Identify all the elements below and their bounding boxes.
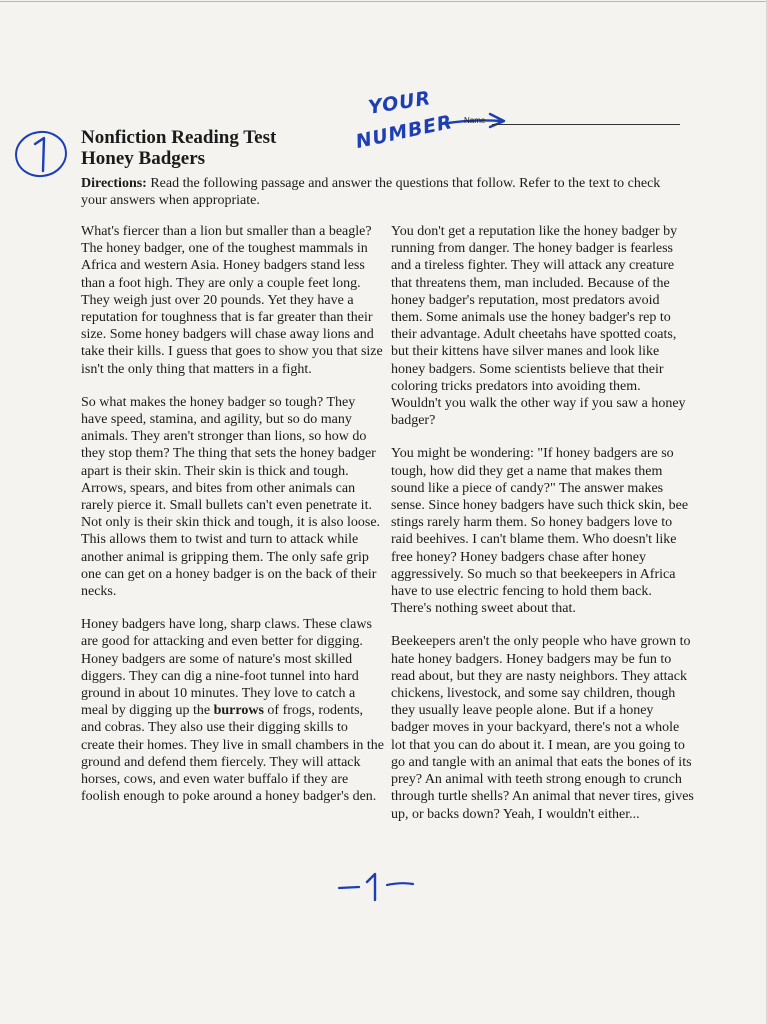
passage-right-column: [391, 223, 694, 839]
passage-title: Honey Badgers: [81, 148, 206, 169]
handwritten-your: YOUR: [366, 87, 433, 119]
paragraph-3-end: of frogs, rodents, and cobras. They also use their digging skills to create their homes. They live in small chambers in the ground and defend them fiercely. They will attack horses, cows, and even water buffalo if they are foolish enough to poke around a honey badger's den.: [81, 703, 384, 805]
title-block: [81, 127, 276, 169]
directions: [81, 175, 681, 209]
test-title: Nonfiction Reading Test: [81, 127, 277, 148]
passage-paragraph-5: You might be wondering: "If honey badgers are so tough, how did they get a name that makes them sound like a piece of candy?" The answer makes sense. Since honey badgers have such thick skin, bee stings rarely harm them. So honey badgers love to raid beehives. I can't blame them. Who doesn't like free honey? Honey badgers chase after honey aggressively. So much so that beekeepers in Africa have to use electric fencing to hold them back. There's nothing sweet about that.: [391, 446, 689, 617]
passage-paragraph-3: [81, 616, 384, 805]
directions-text: Read the following passage and answer the questions that follow. Refer to the text to check your answers when appropriate.: [81, 176, 661, 208]
scan-top-edge: [0, 1, 768, 2]
circled-test-number-icon: [13, 128, 69, 180]
handwritten-number: NUMBER: [353, 111, 455, 153]
passage-paragraph-1: What's fiercer than a lion but smaller than a beagle? The honey badger, one of the toughest mammals in Africa and western Asia. Honey badgers stand less than a foot high. They are only a couple feet long. They weigh just over 20 pounds. Yet they have a reputation for toughness that is far greater than their size. Some honey badgers will chase away lions and take their kills. I guess that goes to show you that size isn't the only thing that matters in a fight.: [81, 224, 383, 377]
vocabulary-word-burrows: burrows: [213, 703, 264, 719]
passage-paragraph-6: Beekeepers aren't the only people who have grown to hate honey badgers. Honey badgers may be fun to read about, but they are nasty neighbors. They attack chickens, livestock, and some say children, though they usually leave people alone. But if a honey badger moves in your backyard, there's not a whole lot that you can do about it. I mean, are you going to go and tangle with an animal that eats the bones of its prey? An animal with teeth strong enough to crunch through turtle shells? An animal that never tires, gives up, or backs down? Yeah, I wouldn't either...: [391, 634, 694, 822]
name-label: Name: [464, 116, 486, 125]
passage-paragraph-4: You don't get a reputation like the honey badger by running from danger. The honey badger is fearless and a tireless fighter. They will attack any creature that threatens them, man included. Because of the honey badger's reputation, most predators avoid them. Some animals use the honey badger's rep to their advantage. Adult cheetahs have spotted coats, but their kittens have silver manes and look like honey badgers. Some scientists believe that their coloring tricks predators into avoiding them. Wouldn't you walk the other way if you saw a honey badger?: [391, 224, 686, 429]
handwritten-page-number-icon: [335, 866, 417, 906]
passage-left-column: [81, 223, 384, 822]
passage-paragraph-2: So what makes the honey badger so tough? They have speed, stamina, and agility, but so do many animals. They aren't stronger than lions, so how do they stop them? The thing that sets the honey badger apart is their skin. Their skin is thick and tough. Arrows, spears, and bites from other animals can rarely pierce it. Small bullets can't even penetrate it. Not only is their skin thick and tough, it is also loose. This allows them to twist and turn to attack while another animal is gripping them. The only safe grip one can get on a honey badger is on the back of their necks.: [81, 394, 381, 600]
name-field-line[interactable]: [492, 124, 680, 125]
directions-label: Directions:: [81, 176, 147, 191]
paragraph-3-start: Honey badgers have long, sharp claws. These claws are good for attacking and even better for digging. Honey badgers are some of nature's most skilled diggers. They can dig a nine-foot tunnel into hard ground in about 10 minutes. They love to catch a meal by digging up the: [81, 617, 372, 719]
